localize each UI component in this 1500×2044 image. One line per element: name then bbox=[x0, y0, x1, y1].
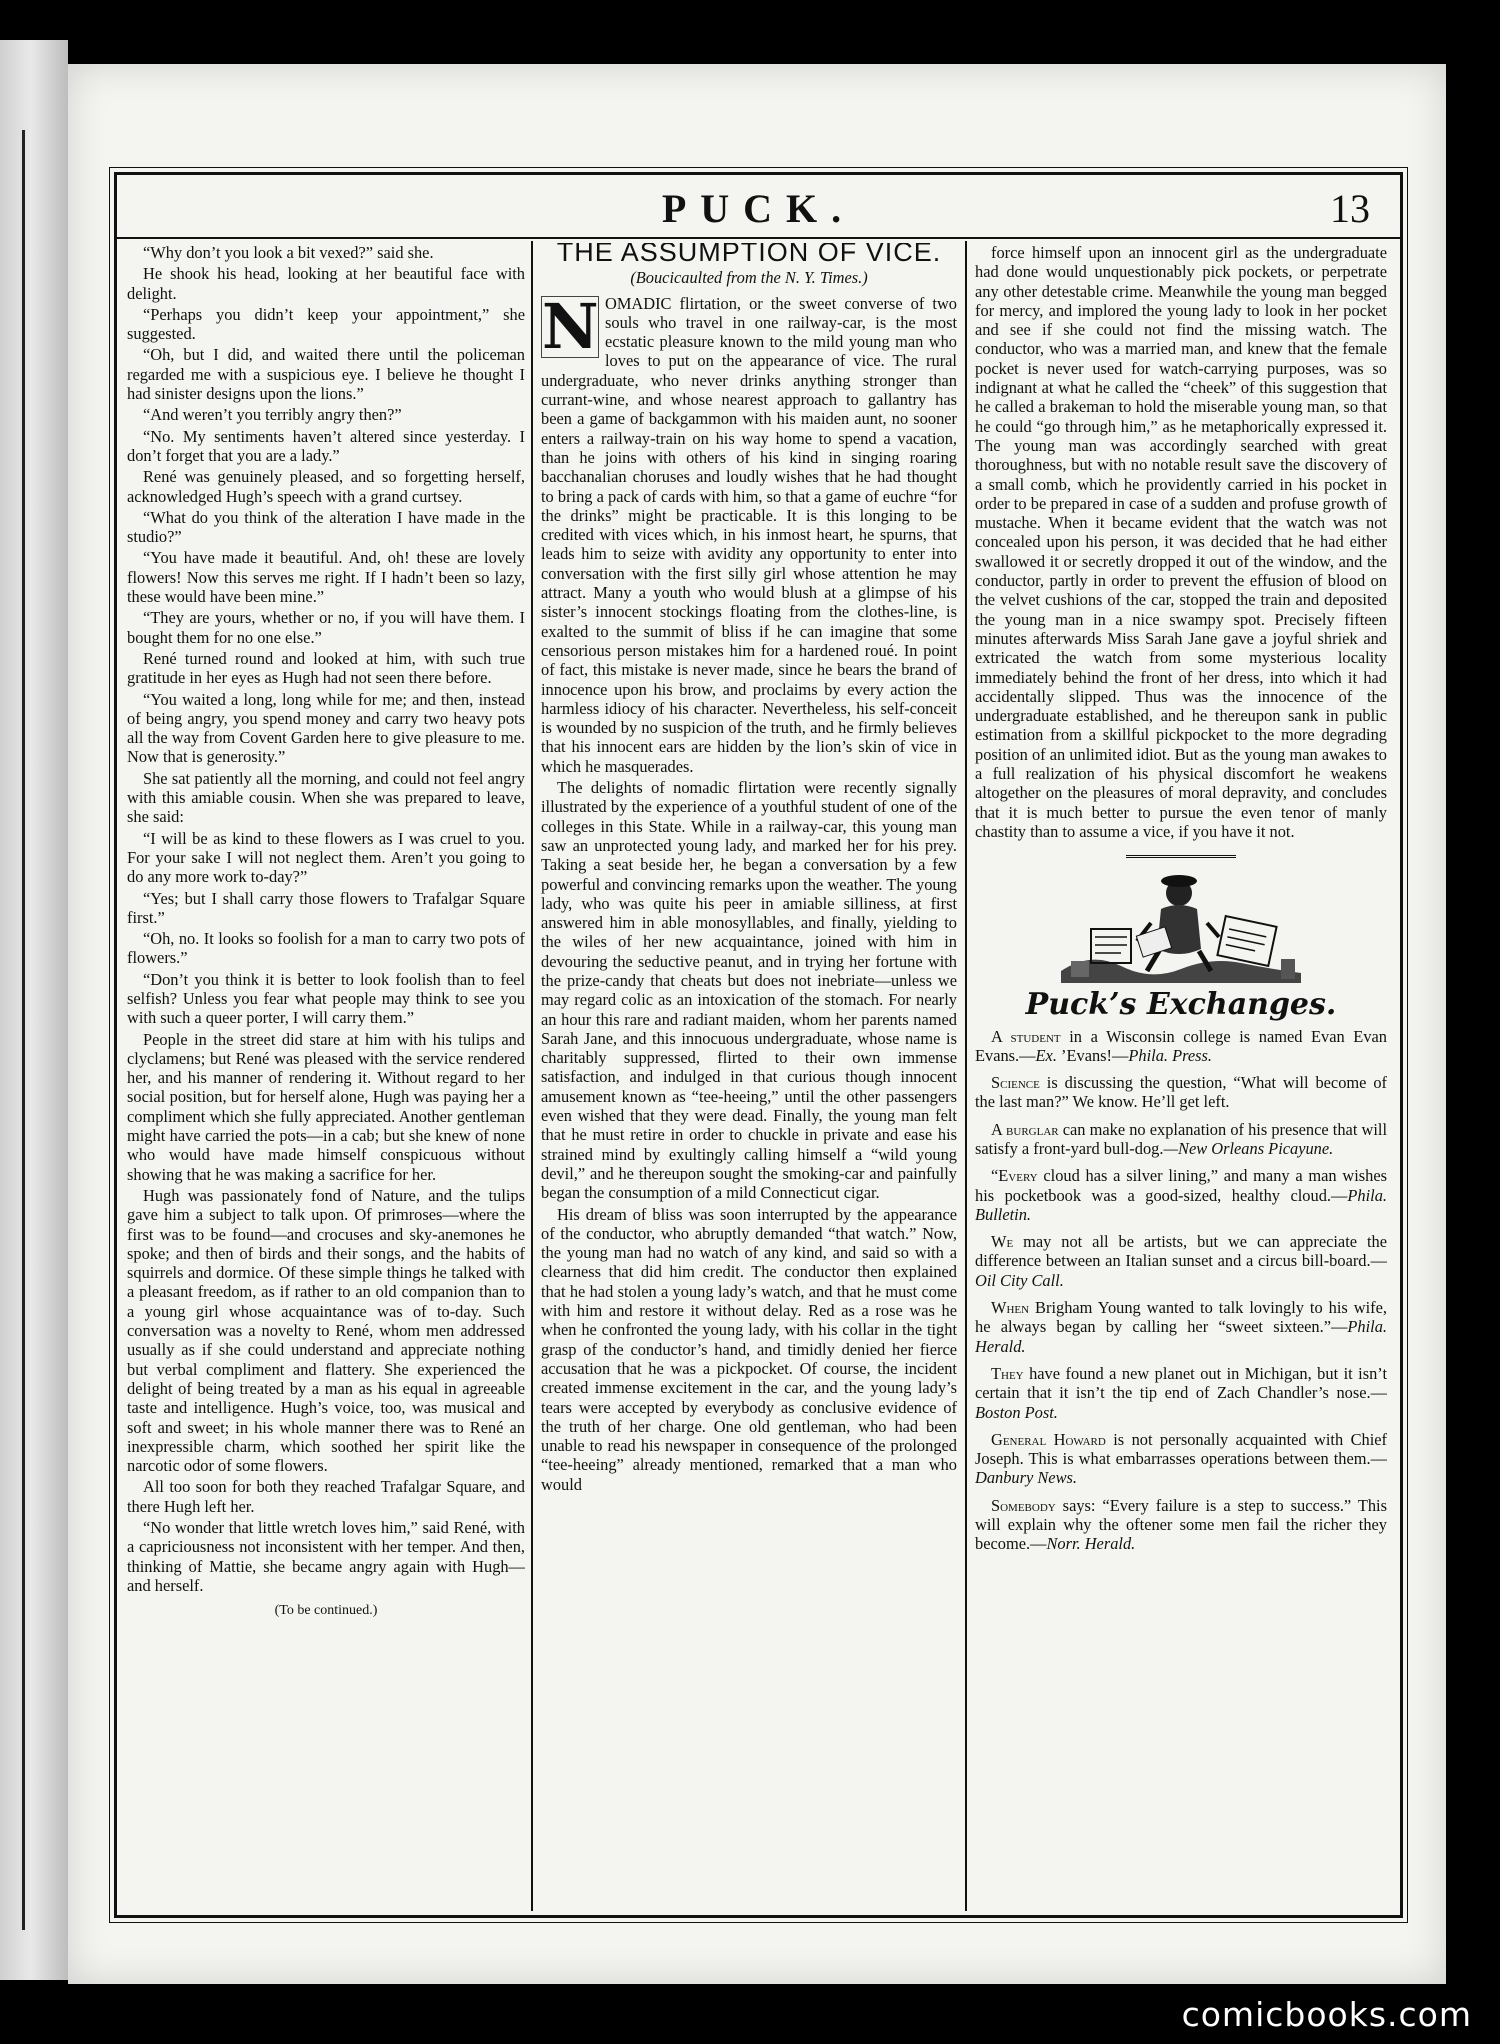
paragraph: Hugh was passionately fond of Nature, and the tulips gave him a subject to talk upon. Of primroses—where the first was to be found—and crocuses and sky-anemones he spoke; and then of birds and their songs, and the habits of squirrels and dormice. Of these simple things he talked with a pleasant freedom, as if rather to an old companion than to a young girl whose acquaintance was of to-day. Such conversation was a novelty to René, whom men addressed usually as if she could understand and appreciate nothing but verbal compliment and flattery. She experienced the delight of being treated by a man as his equal in agreeable taste and intelligence. Hugh’s voice, too, was musical and soft and sweet; in his whole manner there was to René an inexpressible charm, which soothed her spirit like the narcotic odor of some flowers. bbox=[127, 1185, 525, 1476]
paragraph: René was genuinely pleased, and so forgetting herself, acknowledged Hugh’s speech with a grand curtsey. bbox=[127, 467, 525, 506]
exchange-lead: A student bbox=[991, 1026, 1061, 1046]
paragraph: All too soon for both they reached Trafalgar Square, and there Hugh left her. bbox=[127, 1477, 525, 1516]
exchange-lead: “Every bbox=[991, 1166, 1038, 1186]
puck-reading-papers-illustration bbox=[1061, 875, 1301, 983]
exchange-source: Norr. Herald. bbox=[1046, 1534, 1136, 1554]
magazine-page bbox=[68, 64, 1446, 1984]
paragraph: “And weren’t you terribly angry then?” bbox=[143, 405, 402, 425]
exchange-source: —New Orleans Picayune. bbox=[1163, 1138, 1334, 1158]
exchange-item bbox=[975, 1166, 1387, 1224]
exchange-source: Phila. Bulletin. bbox=[975, 1185, 1387, 1224]
exchange-item bbox=[975, 1496, 1387, 1554]
article-first-paragraph bbox=[541, 289, 957, 776]
article-attribution: (Boucicaulted from the N. Y. Times.) bbox=[630, 268, 868, 288]
paragraph: “Why don’t you look a bit vexed?” said she. bbox=[143, 243, 434, 262]
exchange-text: ’Evans!— bbox=[1056, 1045, 1129, 1065]
paragraph: People in the street did stare at him with his tulips and clyclamens; but René was pleased with the service rendered her, and his manner of rendering it. Without regard to her social position, but for herself alone, Hugh was paying her a compliment which she fully appreciated. Another gentleman might have carried the pots—in a cab; but she knew of none who would have made himself conspicuous without showing that he was making a sacrifice for her. bbox=[127, 1029, 525, 1184]
paragraph: “No. My sentiments haven’t altered since yesterday. I don’t forget that you are a lady.” bbox=[127, 426, 525, 465]
article-title: THE ASSUMPTION OF VICE. bbox=[556, 243, 942, 267]
paragraph: His dream of bliss was soon interrupted by the appearance of the conductor, who abruptly demanded “that watch.” Now, the young man had no watch of any kind, and said so with a clearness that did him credit. The conductor then explained that he had stolen a young lady’s watch, and that he must come with him and restore it without delay. Red as a rose was he when he confronted the young lady, with his collar in the tight grasp of the conductor’s hand, and timidly denied her fierce accusation that he was a pickpocket. Of course, the incident created immense excitement in the car, and the young lady’s tears were accepted by everybody as conclusive evidence of the truth of her charge. One old gentleman, who had been unable to read his newspaper in consequence of the prolonged “tee-heeing” already mentioned, remarked that a man who would bbox=[541, 1204, 957, 1494]
exchanges-illustration bbox=[1051, 871, 1311, 991]
exchange-item bbox=[975, 1232, 1387, 1290]
exchange-source: Ex. bbox=[1035, 1045, 1057, 1065]
exchange-item bbox=[975, 1027, 1387, 1066]
paragraph: “You waited a long, long while for me; and then, instead of being angry, you spend money and carry two heavy pots all the way from Covent Garden here to give pleasure to me. Now that is generosity.” bbox=[127, 689, 525, 767]
exchange-source: Phila. Press. bbox=[1128, 1045, 1213, 1065]
paragraph: “You have made it beautiful. And, oh! these are lovely flowers! Now this serves me right. If I hadn’t been so lazy, these would have been mine.” bbox=[127, 548, 525, 607]
article-body bbox=[541, 289, 957, 1494]
exchange-text: have found a new planet out in Michigan, but it isn’t certain that it isn’t the tip end of Zach Chandler’s nose.— bbox=[975, 1363, 1387, 1403]
article-paragraphs bbox=[541, 778, 957, 1494]
exchange-lead: They bbox=[991, 1363, 1024, 1383]
continued-note: (To be continued.) bbox=[274, 1603, 378, 1619]
paragraph: force himself upon an innocent girl as the undergraduate had done would unquestionably pick pockets, or perpetrate any other detestable crime. Meanwhile the young man begged for mercy, and implored the young lady to look in her pocket and see if she could not find the missing watch. The conductor, who was a married man, and knew that the female pocket is never used for watch-carrying purposes, was so indignant at what he called the “cheek” of this suggestion that he called a brakeman to hold the miserable young man, so that he could “go through him,” as he metaphorically expressed it. The young man was accordingly searched with great thoroughness, but with no notable result save the discovery of a small comb, which he providently carried in his pocket in order to be prepared in case of a sudden and profuse growth of mustache. When it became evident that the watch was not concealed upon his person, it was decided that he had either swallowed it or secretly dropped it out of the window, and the conductor, partly in order to prevent the effusion of blood on the velvet cushions of the car, stopped the train and deposited the young man in a nice swampy spot. Precisely fifteen minutes afterwards Miss Sarah Jane gave a joyful shriek and extricated the watch from some mysterious locality immediately behind the front of her dress, into which it had accidentally slipped. Thus was the innocence of the undergraduate established, and he thereupon sank in public estimation from a skillful pickpocket to the more degrading position of an unlimited idiot. But as the young man awakes to a full realization of his physical discomfort he weakens altogether on the pleasures of moral depravity, and concludes that it is much better to pursue the even tenor of manly chastity than to assume a vice, if you have it not. bbox=[975, 243, 1387, 841]
exchanges-heading: Puck’s Exchanges. bbox=[1025, 987, 1337, 1023]
exchange-text: Brigham Young wanted to talk lovingly to his wife, he always began by calling her “sweet sixteen.”— bbox=[975, 1298, 1387, 1337]
column-assumption-of-vice bbox=[541, 243, 957, 1903]
story-text bbox=[127, 243, 525, 1595]
page-frame bbox=[114, 172, 1403, 1918]
exchange-source: Danbury News. bbox=[975, 1468, 1077, 1488]
paragraph: “Don’t you think it is better to look foolish than to feel selfish? Unless you fear what people may think to see you with such a queer porter, I will carry them.” bbox=[127, 969, 525, 1028]
exchange-text: may not all be artists, but we can appreciate the difference between an Italian sunset and a circus bill-board.— bbox=[975, 1232, 1387, 1271]
paragraph: “No wonder that little wretch loves him,” said René, with a capriciousness not inconsistent with her temper. And then, thinking of Mattie, she became angry again with Hugh—and herself. bbox=[127, 1518, 525, 1595]
exchange-text: in a Wisconsin college is named Evan Evan Evans.— bbox=[975, 1026, 1387, 1065]
page-header bbox=[117, 175, 1400, 239]
exchanges-list bbox=[975, 1027, 1387, 1554]
exchange-source: Oil City Call. bbox=[975, 1270, 1064, 1290]
paragraph: He shook his head, looking at her beautiful face with delight. bbox=[127, 264, 525, 303]
exchange-text: says: “Every failure is a step to success.” This will explain why the oftener some men fail the richer they become.— bbox=[975, 1495, 1387, 1554]
paragraph: The delights of nomadic flirtation were recently signally illustrated by the experience of a youthful student of one of the colleges in this State. While in a railway-car, this young man saw an unprotected young lady, and marked her for his prey. Taking a seat beside her, he began a conversation by a few powerful and convincing remarks upon the weather. The young lady, who was quite his peer in amiable silliness, at first answered him in able monosyllables, and finally, yielding to the wiles of her new acquaintance, joined with him in devouring the seductive peanut, and in trying her fortune with the prize-candy that cheats but does not inebriate—unless we may regard colic as an intoxication of the stomach. For nearly an hour this rare and radiant maiden, whom her parents named Sarah Jane, and this innocuous undergraduate, whose name is charitably suppressed, flirted to their own immense satisfaction, and indulged in that curious though innocent amusement known as “tee-heeing,” until the other passengers even wished that they were dead. Finally, the young man felt that he must retire in order to chuckle in private and ease his strained mind by exultingly calling himself a “wild young devil,” and he thereupon sought the smoking-car and painfully began the consumption of a mild Connecticut cigar. bbox=[541, 778, 957, 1203]
exchange-lead: We bbox=[991, 1232, 1014, 1252]
exchange-lead: Somebody bbox=[991, 1495, 1056, 1515]
column-divider bbox=[531, 241, 533, 1911]
facing-page-edge bbox=[0, 40, 68, 1980]
paragraph: “Yes; but I shall carry those flowers to Trafalgar Square first.” bbox=[127, 888, 525, 927]
paragraph: “Oh, no. It looks so foolish for a man to carry two pots of flowers.” bbox=[127, 929, 525, 968]
paragraph: She sat patiently all the morning, and could not feel angry with this amiable cousin. When she was prepared to leave, she said: bbox=[127, 768, 525, 827]
column-right bbox=[975, 243, 1387, 1903]
exchange-lead: General Howard bbox=[991, 1429, 1106, 1449]
exchange-lead: When bbox=[991, 1298, 1030, 1318]
page-number: 13 bbox=[1330, 186, 1370, 231]
paragraph: “What do you think of the alteration I have made in the studio?” bbox=[127, 507, 525, 547]
exchange-text: can make no explanation of his presence that will satisfy a front-yard bull-dog. bbox=[975, 1119, 1387, 1158]
exchange-item bbox=[975, 1430, 1387, 1488]
exchange-text: is not personally acquainted with Chief Joseph. This is what embarrasses operations between them.— bbox=[975, 1429, 1387, 1469]
paragraph: “Oh, but I did, and waited there until the policeman regarded me with a suspicious eye. I believe he thought I had sinister designs upon the lions.” bbox=[127, 345, 525, 404]
paragraph: “They are yours, whether or no, if you will have them. I bought them for no one else.” bbox=[127, 608, 525, 647]
article-continuation bbox=[975, 243, 1387, 841]
exchange-text: is discussing the question, “What will become of the last man?” We know. He’ll get left. bbox=[975, 1073, 1387, 1112]
exchange-source: Boston Post. bbox=[975, 1402, 1058, 1422]
facing-page-border bbox=[0, 130, 25, 1930]
exchange-lead: Science bbox=[991, 1073, 1040, 1093]
paragraph: “Perhaps you didn’t keep your appointment,” she suggested. bbox=[127, 304, 525, 344]
masthead: PUCK. bbox=[661, 186, 856, 231]
column-divider bbox=[965, 241, 967, 1911]
paragraph: René turned round and looked at him, with such true gratitude in her eyes as Hugh had not seen there before. bbox=[127, 648, 525, 688]
exchange-item bbox=[975, 1120, 1387, 1159]
exchange-text: cloud has a silver lining,” and many a man wishes his pocketbook was a good-sized, healthy cloud.— bbox=[975, 1166, 1387, 1205]
exchange-item bbox=[975, 1364, 1387, 1422]
watermark: comicbooks.com bbox=[1181, 1995, 1472, 2034]
column-serial-story bbox=[127, 243, 525, 1903]
exchange-lead: A burglar bbox=[991, 1119, 1059, 1139]
exchange-item bbox=[975, 1073, 1387, 1112]
paragraph: “I will be as kind to these flowers as I was cruel to you. For your sake I will not neglect them. Aren’t you going to do any more work to-day?” bbox=[127, 828, 525, 887]
first-paragraph-text: OMADIC flirtation, or the sweet converse of two souls who travel in one railway-car, is the most ecstatic pleasure known to the mild young man who loves to put on the appearance of vice. The rural undergraduate, who never drinks anything stronger than currant-wine, and whose nearest approach to gallantry has been a game of backgammon with his maiden aunt, no sooner enters a railway-train on his way home to spend a vacation, than he joins with others of his kind in singing roaring bacchanalian choruses and loudly wishes that he had thought to bring a pack of cards with him, so that a game of euchre “for the drinks” might be practicable. It is this longing to be credited with vices which, in his inmost heart, he spurns, that leads him to seize with avidity any opportunity to enter into conversation with the first silly girl whose attention he may attract. Many a youth who would blush at a glimpse of his sister’s innocent stockings floating from the clothes-line, is exalted to the summit of bliss if he can imagine that some censorious person mistakes him for a hardened roué. In point of fact, this mistake is never made, since he bears the brand of innocence upon his brow, and proclaims by every action the harmless idiocy of his character. Nevertheless, his self-conceit is wounded by no suspicion of the truth, and he firmly believes that his innocent ears are hidden by the lion’s skin of vice in which he masquerades. bbox=[541, 293, 957, 776]
section-rule bbox=[1126, 855, 1236, 861]
drop-cap: N bbox=[542, 289, 599, 363]
exchange-source: Phila. Herald. bbox=[975, 1317, 1387, 1356]
exchange-item bbox=[975, 1298, 1387, 1356]
